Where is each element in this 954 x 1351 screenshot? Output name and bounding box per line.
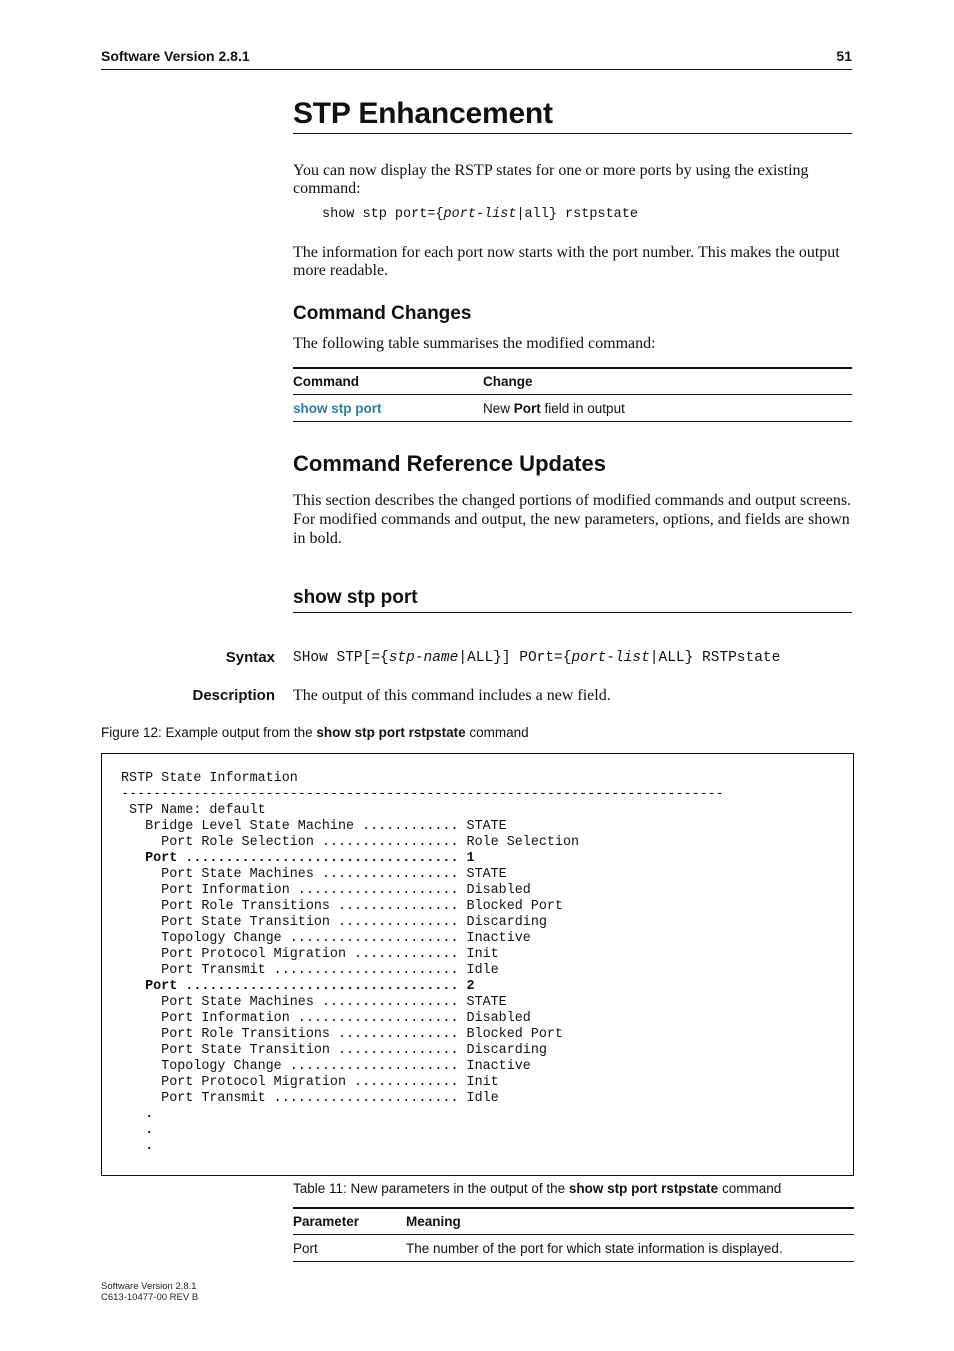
command-changes-table bbox=[293, 367, 852, 422]
show-stp-port-link[interactable]: show stp port bbox=[293, 401, 382, 416]
output-line: Port Role Transitions ............... Blocked Port bbox=[121, 1027, 563, 1042]
table-header-parameter: Parameter bbox=[293, 1208, 406, 1235]
output-line: Port Transmit ....................... Idle bbox=[121, 1091, 499, 1106]
output-line: Port Role Transitions ............... Blocked Port bbox=[121, 899, 563, 914]
output-line: . bbox=[121, 1139, 154, 1154]
table-header-meaning: Meaning bbox=[406, 1208, 854, 1235]
meaning-cell: The number of the port for which state information is displayed. bbox=[406, 1235, 854, 1262]
output-line: Port Information .................... Disabled bbox=[121, 883, 531, 898]
table-header-command: Command bbox=[293, 368, 483, 395]
output-line: Port State Transition ............... Discarding bbox=[121, 1043, 547, 1058]
intro-command bbox=[322, 207, 638, 222]
output-line: Port State Machines ................. STATE bbox=[121, 867, 507, 882]
parameters-table bbox=[293, 1207, 854, 1262]
page-title: STP Enhancement bbox=[293, 97, 852, 134]
command-prefix: show stp port={ bbox=[322, 207, 444, 222]
description-label: Description bbox=[192, 687, 275, 704]
output-line: . bbox=[121, 1107, 154, 1122]
table-row bbox=[293, 1235, 854, 1262]
command-reference-heading: Command Reference Updates bbox=[293, 451, 606, 476]
output-line: Topology Change ..................... Inactive bbox=[121, 1059, 531, 1074]
table-row bbox=[293, 395, 852, 422]
command-suffix: |all} rstpstate bbox=[516, 207, 638, 222]
page-footer bbox=[101, 1281, 198, 1303]
output-line: --------------------------------------------------------------------------- bbox=[121, 787, 724, 802]
syntax-label: Syntax bbox=[225, 649, 275, 666]
command-param: port-list bbox=[443, 207, 517, 222]
parameter-cell: Port bbox=[293, 1235, 406, 1262]
description-text: The output of this command includes a new field. bbox=[293, 687, 611, 704]
change-cell: New Port field in output bbox=[483, 395, 852, 422]
output-line: Port Protocol Migration ............. Init bbox=[121, 947, 499, 962]
output-line: Port Protocol Migration ............. Init bbox=[121, 1075, 499, 1090]
table-header-change: Change bbox=[483, 368, 852, 395]
output-line: Port Information .................... Disabled bbox=[121, 1011, 531, 1026]
output-line: Bridge Level State Machine ............ STATE bbox=[121, 819, 507, 834]
footer-doc-number: C613-10477-00 REV B bbox=[101, 1292, 199, 1303]
output-line: Port .................................. 1 bbox=[121, 851, 475, 866]
header-page-number: 51 bbox=[836, 48, 852, 64]
command-reference-paragraph: This section describes the changed portions of modified commands and output screens. For modified commands and output, the new parameters, options, and fields are shown in bold. bbox=[293, 492, 852, 547]
output-line: RSTP State Information bbox=[121, 771, 298, 786]
output-line: Port .................................. 2 bbox=[121, 979, 475, 994]
output-line: Port State Machines ................. STATE bbox=[121, 995, 507, 1010]
header-version: Software Version 2.8.1 bbox=[101, 48, 250, 64]
running-header bbox=[101, 48, 852, 70]
intro-paragraph: You can now display the RSTP states for one or more ports by using the existing command: bbox=[293, 162, 809, 197]
output-line: Topology Change ..................... Inactive bbox=[121, 931, 531, 946]
output-line: Port State Transition ............... Discarding bbox=[121, 915, 547, 930]
syntax-text: SHow STP[={stp-name|ALL}] POrt={port-list|ALL} RSTPstate bbox=[293, 650, 781, 666]
output-line: STP Name: default bbox=[121, 803, 266, 818]
table-caption: Table 11: New parameters in the output of the show stp port rstpstate command bbox=[293, 1181, 782, 1196]
command-changes-heading: Command Changes bbox=[293, 303, 472, 324]
show-stp-port-heading: show stp port bbox=[293, 587, 852, 613]
output-line: Port Transmit ....................... Idle bbox=[121, 963, 499, 978]
output-paragraph: The information for each port now starts with the port number. This makes the output more readable. bbox=[293, 244, 840, 279]
output-line: Port Role Selection ................. Role Selection bbox=[121, 835, 580, 850]
figure-output-box bbox=[101, 753, 854, 1176]
output-line: . bbox=[121, 1123, 154, 1138]
table-intro-paragraph: The following table summarises the modified command: bbox=[293, 335, 656, 352]
command-output bbox=[121, 771, 724, 1155]
footer-version: Software Version 2.8.1 bbox=[101, 1281, 197, 1292]
figure-caption: Figure 12: Example output from the show stp port rstpstate command bbox=[101, 725, 529, 740]
